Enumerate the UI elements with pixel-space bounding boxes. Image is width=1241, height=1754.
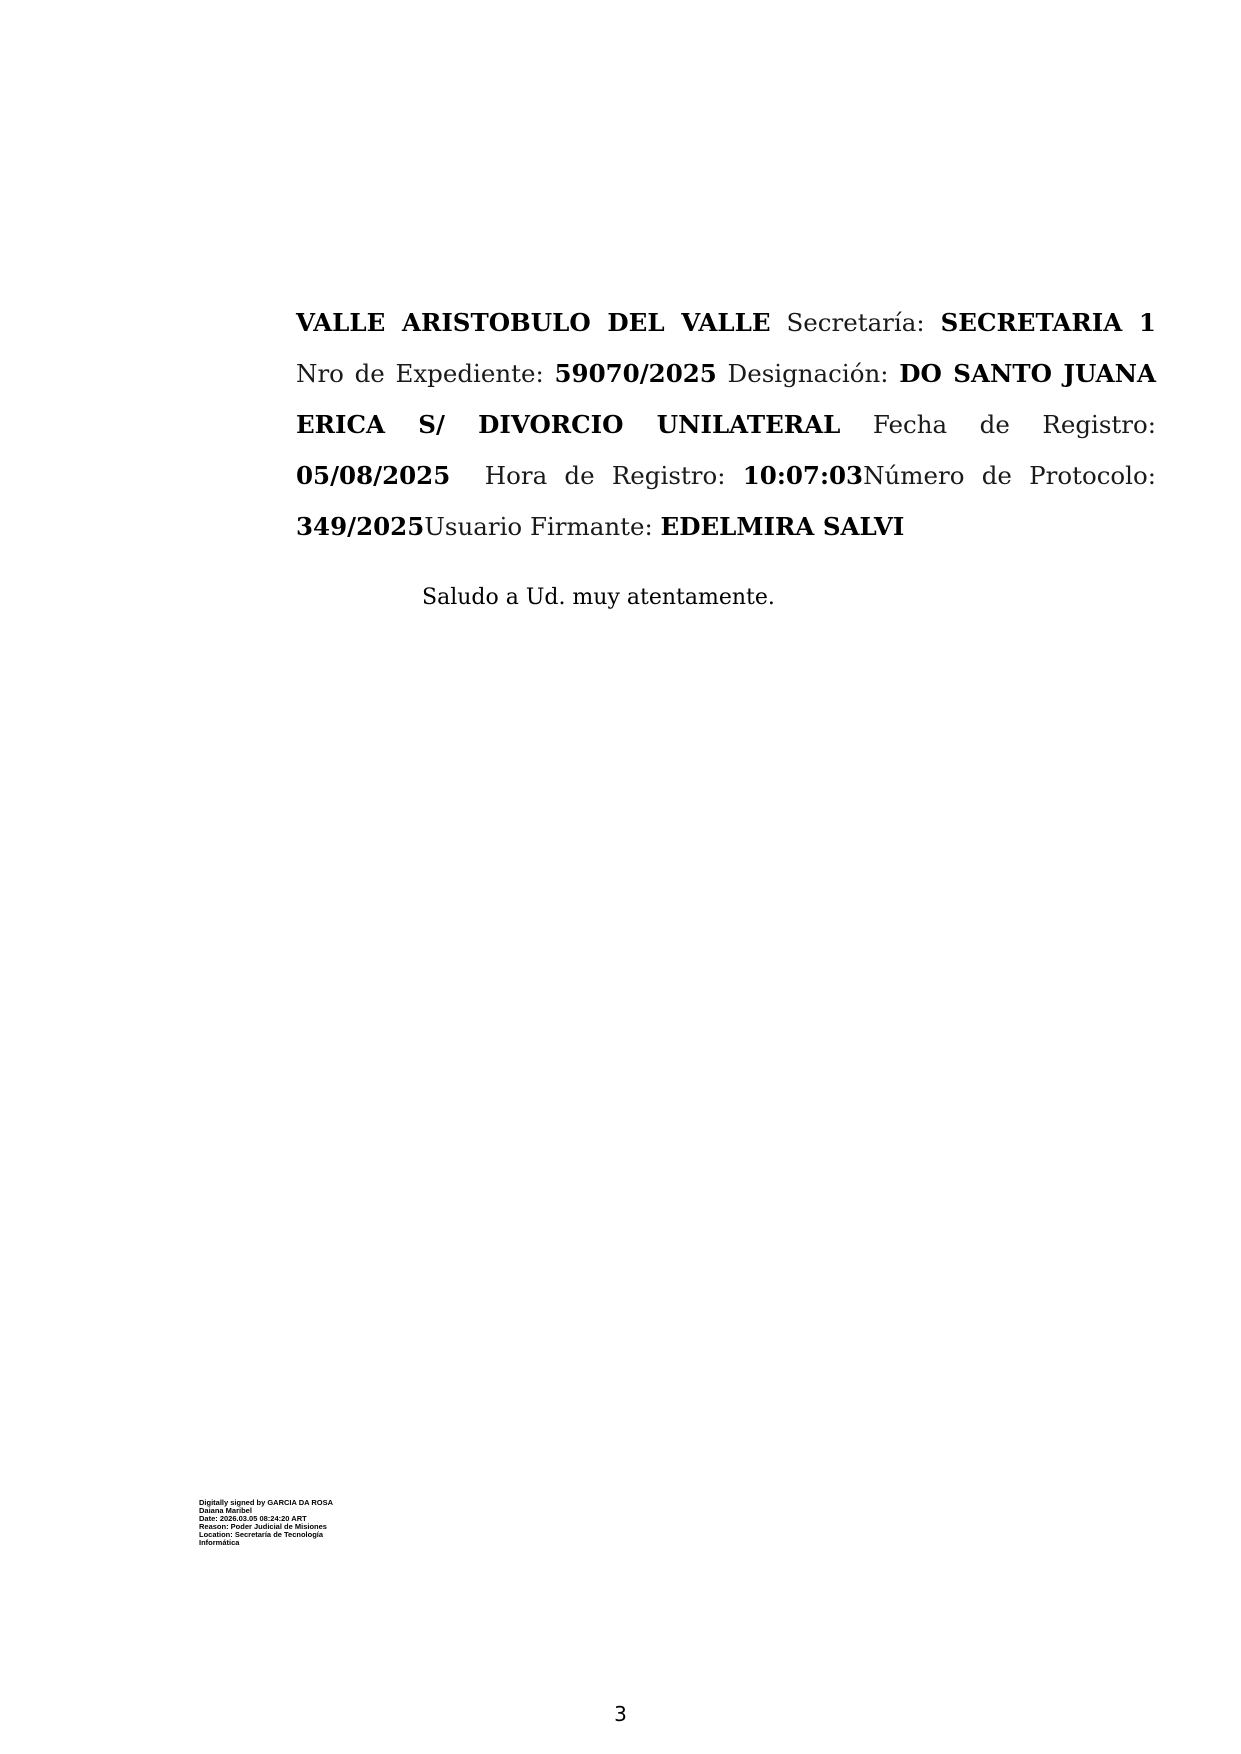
hora-label: Hora de Registro: (484, 461, 726, 490)
expediente-value: 59070/2025 (554, 359, 717, 388)
fecha-value: 05/08/2025 (296, 461, 451, 490)
protocolo-value: 349/2025 (296, 512, 425, 541)
digital-signature-stamp (199, 1499, 359, 1547)
signature-line: Location: Secretaría de Tecnología (199, 1530, 324, 1539)
closing-salutation: Saludo a Ud. muy atentamente. (422, 585, 775, 610)
secretaria-label: Secretaría: (786, 308, 925, 337)
designacion-value: DO SANTO JUANA ERICA S/ DIVORCIO UNILATERAL (296, 359, 1156, 439)
secretaria-value: SECRETARIA 1 (940, 308, 1156, 337)
signature-line: Digitally signed by GARCIA DA ROSA (199, 1498, 334, 1507)
signature-line: Informática (199, 1538, 240, 1547)
fecha-label: Fecha de Registro: (872, 410, 1156, 439)
registry-paragraph (296, 297, 1156, 552)
signature-line: Daiana Maribel (199, 1506, 252, 1515)
court-name: VALLE ARISTOBULO DEL VALLE (296, 308, 771, 337)
signature-line: Date: 2026.03.05 08:24:20 ART (199, 1514, 307, 1523)
protocolo-label: Número de Protocolo: (863, 461, 1157, 490)
firmante-label: Usuario Firmante: (424, 512, 653, 541)
hora-value: 10:07:03 (742, 461, 864, 490)
expediente-label: Nro de Expediente: (296, 359, 544, 388)
signature-line: Reason: Poder Judicial de Misiones (199, 1522, 327, 1531)
page-number: 3 (614, 1702, 627, 1726)
designacion-label: Designación: (727, 359, 889, 388)
firmante-value: EDELMIRA SALVI (660, 512, 905, 541)
